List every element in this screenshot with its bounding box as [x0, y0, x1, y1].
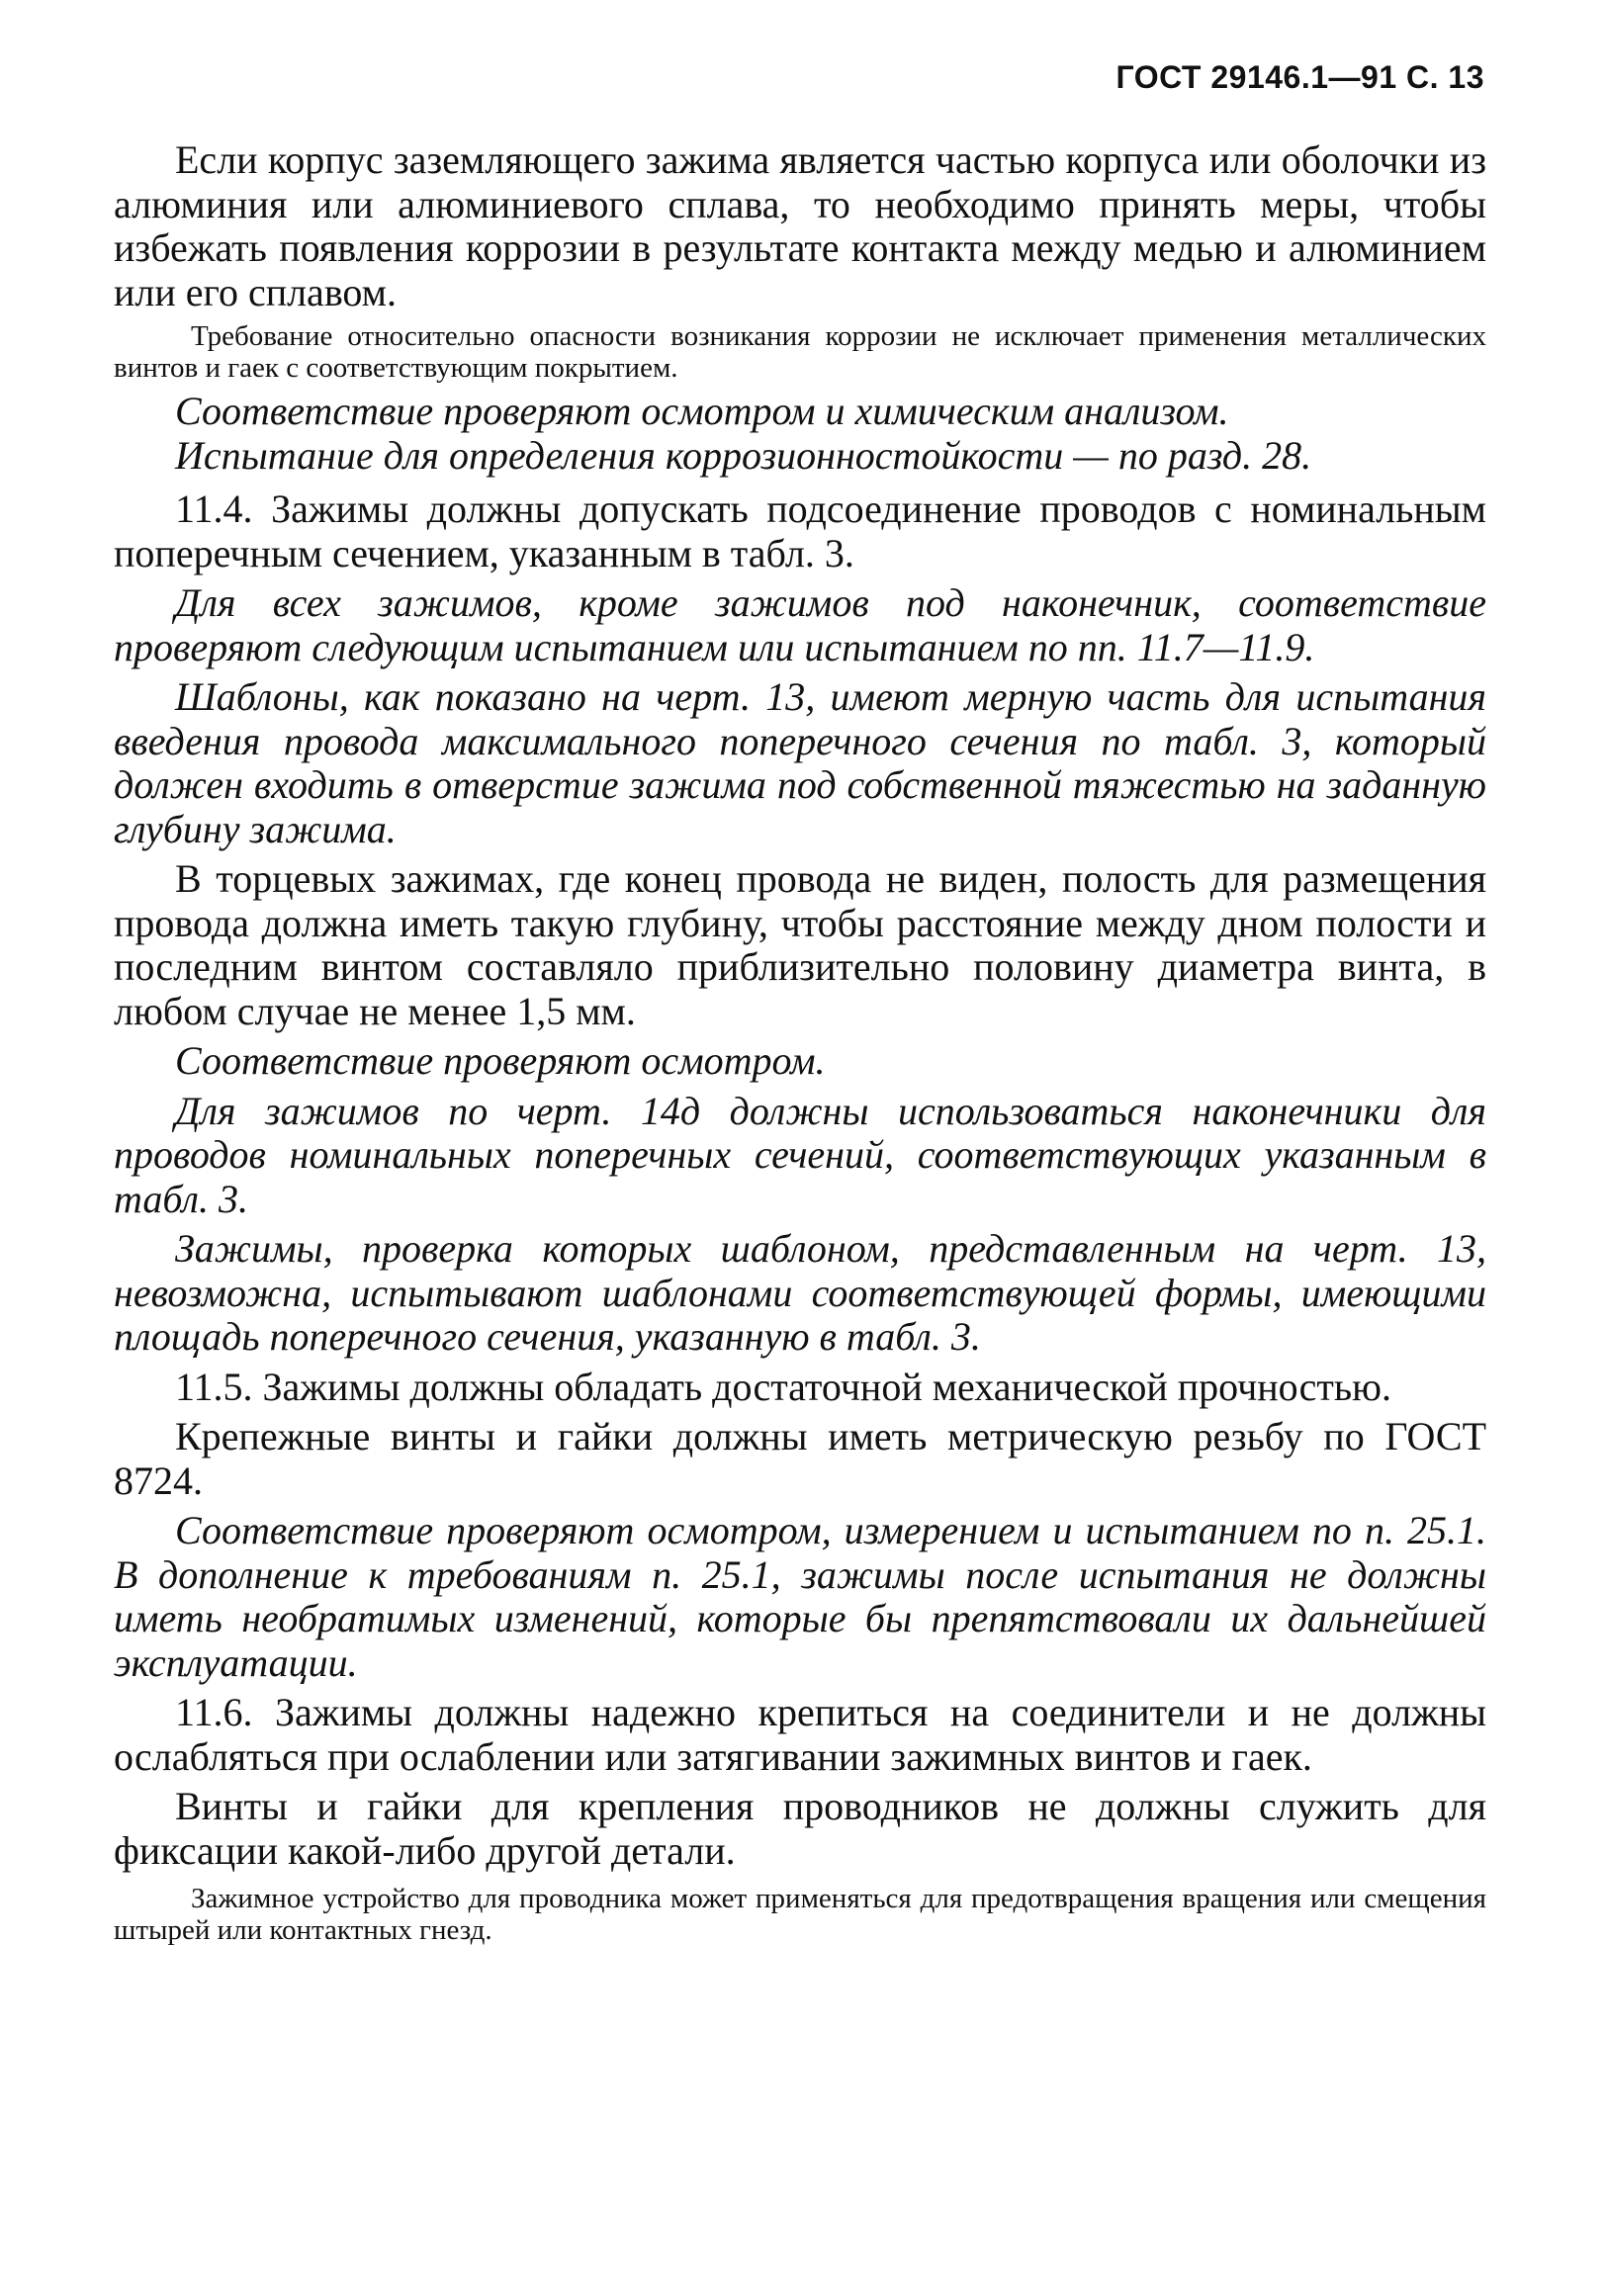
paragraph: 11.4. Зажимы должны допускать подсоединение проводов с номинальным поперечным сечением, указанным в табл. 3. — [114, 486, 1486, 575]
paragraph: В торцевых зажимах, где конец провода не виден, полость для размещения провода должна иметь такую глубину, чтобы расстояние между дном полости и последним винтом составляло приблизительно половину диаметра винта, в любом случае не менее 1,5 мм. — [114, 856, 1486, 1033]
paragraph: 11.6. Зажимы должны надежно крепиться на соединители и не должны ослабляться при ослаблении или затягивании зажимных винтов и гаек. — [114, 1690, 1486, 1779]
paragraph: Зажимы, проверка которых шаблоном, представленным на черт. 13, невозможна, испытывают шаблонами соответствующей формы, имеющими площадь поперечного сечения, указанную в табл. 3. — [114, 1226, 1486, 1359]
paragraph: Для зажимов по черт. 14д должны использоваться наконечники для проводов номинальных поперечных сечений, соответствующих указанным в табл. 3. — [114, 1088, 1486, 1221]
paragraph: Для всех зажимов, кроме зажимов под наконечник, соответствие проверяют следующим испытанием или испытанием по пп. 11.7—11.9. — [114, 580, 1486, 669]
paragraph: Соответствие проверяют осмотром, измерением и испытанием по п. 25.1. В дополнение к требованиям п. 25.1, зажимы после испытания не должны иметь необратимых изменений, которые бы препятствовали их дальнейшей эксплуатации. — [114, 1508, 1486, 1685]
paragraph: Если корпус заземляющего зажима является частью корпуса или оболочки из алюминия или алюминиевого сплава, то необходимо принять меры, чтобы избежать появления коррозии в результате контакта между медью и алюминием или его сплавом. — [114, 137, 1486, 314]
note-paragraph: Требование относительно опасности возникания коррозии не исключает применения металлических винтов и гаек с соответствующим покрытием. — [114, 320, 1486, 384]
paragraph: Соответствие проверяют осмотром и химическим анализом. — [175, 389, 1229, 433]
paragraph: Винты и гайки для крепления проводников не должны служить для фиксации какой-либо другой детали. — [114, 1784, 1486, 1873]
paragraph: Крепежные винты и гайки должны иметь метрическую резьбу по ГОСТ 8724. — [114, 1414, 1486, 1503]
paragraph: 11.5. Зажимы должны обладать достаточной механической прочностью. — [175, 1364, 1391, 1409]
paragraph: Соответствие проверяют осмотром. — [175, 1038, 826, 1083]
paragraph: Шаблоны, как показано на черт. 13, имеют мерную часть для испытания введения провода максимального поперечного сечения по табл. 3, который должен входить в отверстие зажима под собственной тяжестью на заданную глубину зажима. — [114, 674, 1486, 851]
page-header: ГОСТ 29146.1—91 С. 13 — [1115, 59, 1484, 95]
document-body — [114, 138, 1486, 1946]
note-paragraph: Зажимное устройство для проводника может применяться для предотвращения вращения или смещения штырей или контактных гнезд. — [114, 1883, 1486, 1946]
paragraph: Испытание для определения коррозионностойкости — по разд. 28. — [175, 432, 1312, 478]
